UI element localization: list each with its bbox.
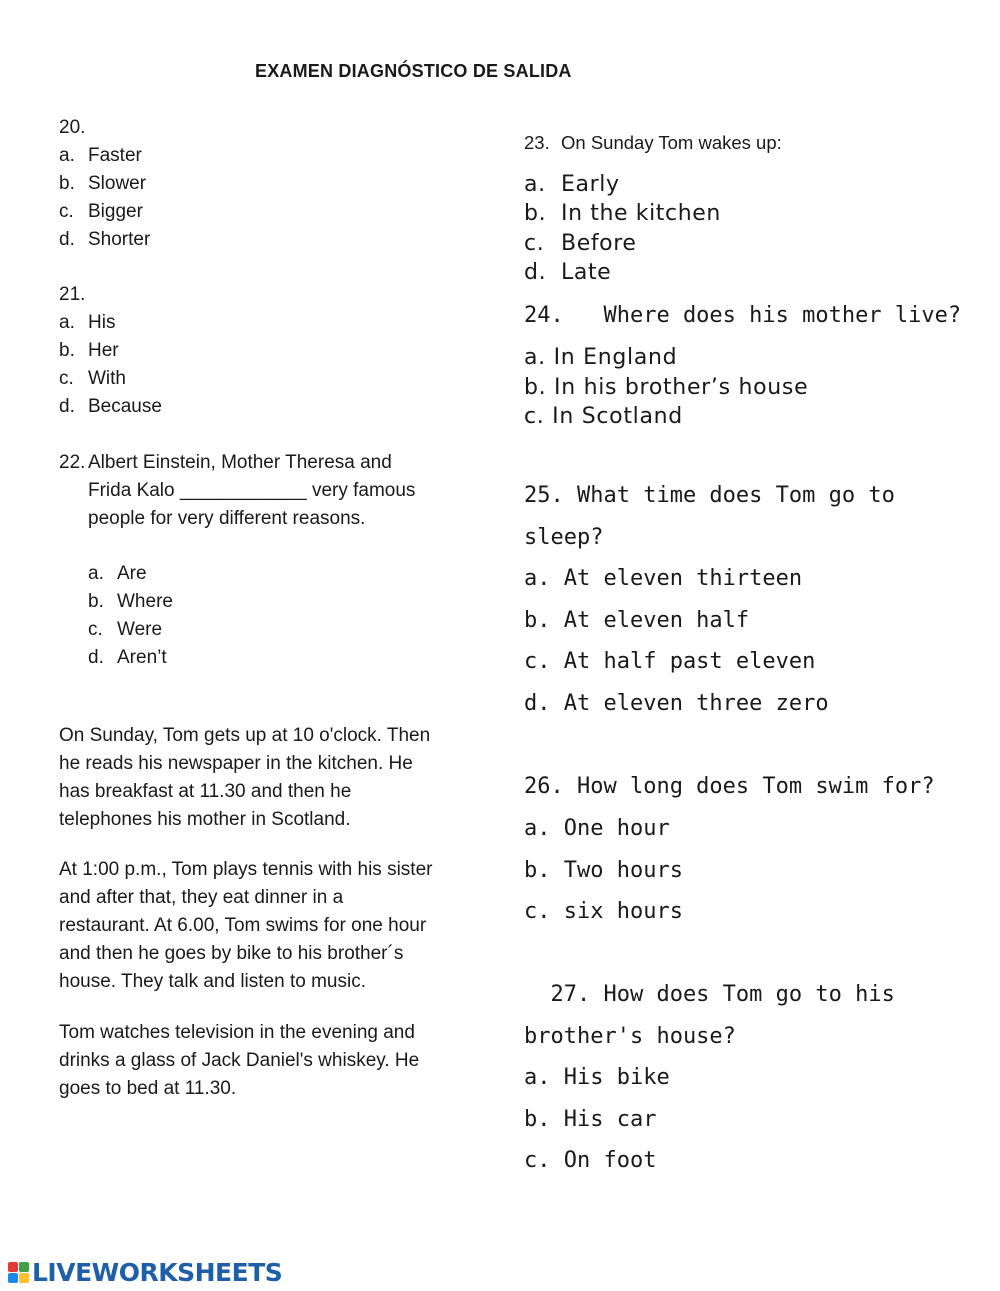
option-text: In the kitchen (561, 201, 721, 226)
question-25-option-c[interactable]: c. At half past eleven (524, 649, 816, 674)
option-text: Where (117, 591, 173, 612)
option-text: Slower (88, 173, 147, 194)
question-22-text-line3: people for very different reasons. (88, 508, 366, 529)
question-25-option-b[interactable]: b. At eleven half (524, 608, 750, 633)
question-22-text-line2: Frida Kalo ____________ very famous (88, 480, 416, 501)
option-letter: d. (59, 229, 75, 250)
reading-line: and after that, they eat dinner in a (59, 887, 344, 908)
reading-line: goes to bed at 11.30. (59, 1078, 237, 1099)
question-27-text-line2: brother's house? (524, 1024, 736, 1049)
question-24-text: 24. Where does his mother live? (524, 303, 962, 328)
question-22-text-line1: Albert Einstein, Mother Theresa and (88, 452, 392, 473)
reading-paragraph-2 (59, 856, 479, 996)
option-text: Are (117, 563, 147, 584)
option-text: His (88, 312, 116, 333)
reading-paragraph-3 (59, 1019, 479, 1103)
question-25-option-d[interactable]: d. At eleven three zero (524, 691, 829, 716)
question-24-option-a[interactable]: a. In England (524, 345, 678, 370)
question-24-option-c[interactable]: c. In Scotland (524, 404, 683, 429)
question-26-option-b[interactable]: b. Two hours (524, 858, 683, 883)
reading-line: he reads his newspaper in the kitchen. He (59, 753, 413, 774)
option-text: Were (117, 619, 163, 640)
option-letter: b. (88, 591, 104, 612)
reading-line: At 1:00 p.m., Tom plays tennis with his sister (59, 859, 433, 880)
question-27-option-b[interactable]: b. His car (524, 1107, 657, 1132)
question-25-text-line2: sleep? (524, 525, 604, 550)
reading-line: has breakfast at 11.30 and then he (59, 781, 352, 802)
option-letter: b. (59, 173, 75, 194)
question-24-option-b[interactable]: b. In his brother’s house (524, 375, 809, 400)
option-letter: a. (524, 172, 546, 197)
option-letter: a. (59, 145, 75, 166)
question-26-option-c[interactable]: c. six hours (524, 899, 683, 924)
option-text: With (88, 368, 126, 389)
question-23-text: On Sunday Tom wakes up: (561, 132, 782, 153)
liveworksheets-logo[interactable] (8, 1258, 282, 1288)
question-20-number: 20. (59, 117, 86, 138)
option-text: Because (88, 396, 162, 417)
page-title: EXAMEN DIAGNÓSTICO DE SALIDA (255, 61, 572, 81)
question-25-option-a[interactable]: a. At eleven thirteen (524, 566, 803, 591)
liveworksheets-logo-text: LIVEWORKSHEETS (32, 1258, 283, 1287)
option-text: Late (561, 260, 612, 285)
reading-line: and then he goes by bike to his brother´s (59, 943, 404, 964)
option-letter: c. (88, 619, 103, 640)
option-letter: c. (524, 231, 545, 256)
question-21-number: 21. (59, 284, 86, 305)
reading-line: drinks a glass of Jack Daniel's whiskey. He (59, 1050, 420, 1071)
question-27-option-c[interactable]: c. On foot (524, 1148, 657, 1173)
reading-line: On Sunday, Tom gets up at 10 o'clock. Then (59, 725, 431, 746)
option-text: Faster (88, 145, 142, 166)
question-25-text-line1: 25. What time does Tom go to (524, 483, 895, 508)
option-letter: a. (88, 563, 104, 584)
option-text: Bigger (88, 201, 143, 222)
reading-line: telephones his mother in Scotland. (59, 809, 351, 830)
option-letter: b. (524, 201, 547, 226)
option-letter: c. (59, 368, 74, 389)
liveworksheets-logo-icon (8, 1262, 30, 1284)
option-letter: c. (59, 201, 74, 222)
option-text: Before (561, 231, 637, 256)
option-letter: d. (59, 396, 75, 417)
question-26-option-a[interactable]: a. One hour (524, 816, 670, 841)
question-26-text: 26. How long does Tom swim for? (524, 774, 935, 799)
option-letter: d. (524, 260, 547, 285)
option-text: Aren’t (117, 647, 167, 668)
option-text: Early (561, 172, 620, 197)
question-27-text-line1: 27. How does Tom go to his (524, 982, 895, 1007)
question-27-option-a[interactable]: a. His bike (524, 1065, 670, 1090)
reading-line: restaurant. At 6.00, Tom swims for one hour (59, 915, 427, 936)
question-23-number: 23. (524, 132, 550, 153)
reading-line: house. They talk and listen to music. (59, 971, 366, 992)
option-letter: b. (59, 340, 75, 361)
question-22-number: 22. (59, 452, 86, 473)
option-text: Her (88, 340, 119, 361)
reading-paragraph-1 (59, 722, 479, 834)
option-letter: a. (59, 312, 75, 333)
option-text: Shorter (88, 229, 151, 250)
option-letter: d. (88, 647, 104, 668)
reading-line: Tom watches television in the evening and (59, 1022, 415, 1043)
